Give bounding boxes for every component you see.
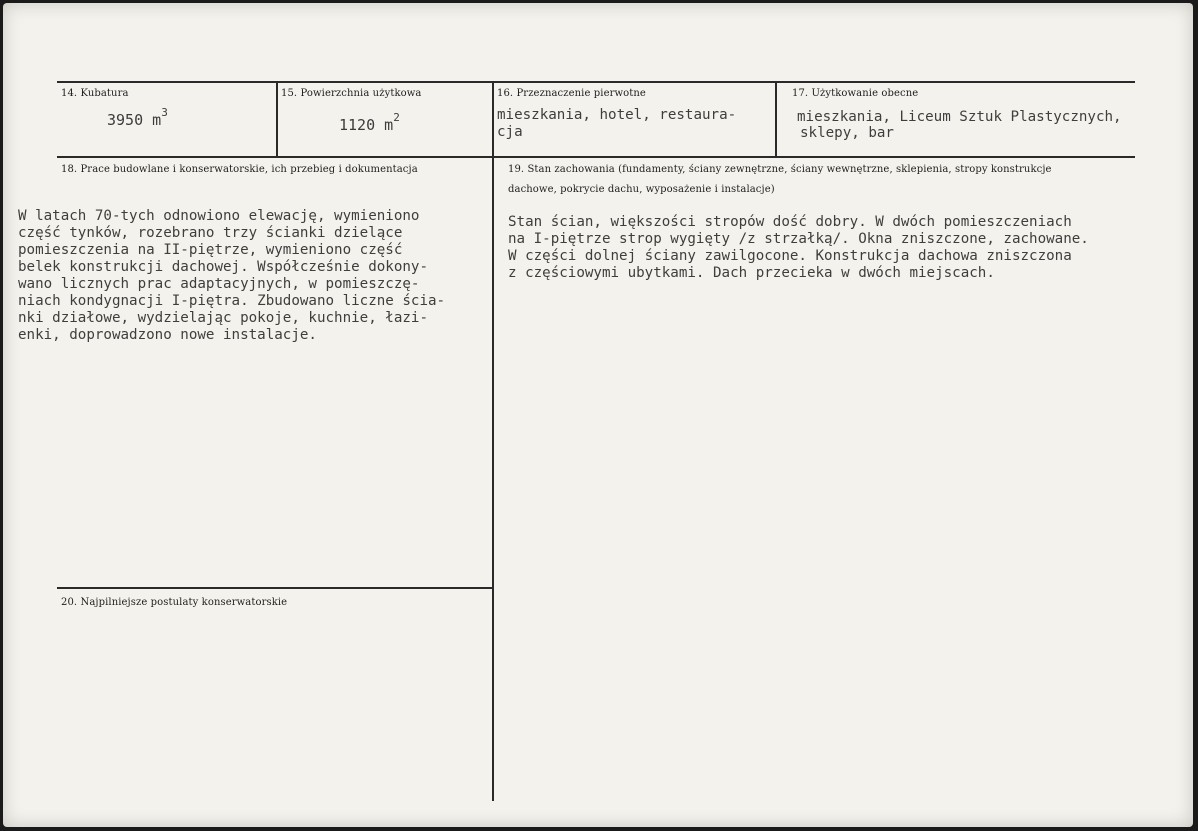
field-18-line-3: pomieszczenia na II-piętrze, wymieniono część (18, 242, 403, 258)
field-16-line-1: mieszkania, hotel, restaura- (497, 107, 737, 123)
field-19-line-4: z częściowymi ubytkami. Dach przecieka w dwóch miejscach. (508, 265, 995, 281)
divider-14-15 (276, 81, 278, 158)
field-18-line-4: belek konstrukcji dachowej. Współcześnie dokony- (18, 259, 428, 275)
field-15-label: 15. Powierzchnia użytkowa (281, 88, 422, 99)
field-16-label: 16. Przeznaczenie pierwotne (497, 88, 646, 99)
divider-16-17 (775, 81, 777, 158)
field-18-line-1: W latach 70-tych odnowiono elewację, wymieniono (18, 208, 420, 224)
field-19-line-2: na I-piętrze strop wygięty /z strzałką/. Okna zniszczone, zachowane. (508, 231, 1089, 247)
field-18-line-5: wano licznych prac adaptacyjnych, w pomieszczę- (18, 276, 420, 292)
field-17-line-2: sklepy, bar (800, 125, 894, 141)
field-18-line-2: część tynków, rozebrano trzy ścianki dzielące (18, 225, 403, 241)
field-14-label: 14. Kubatura (61, 88, 129, 99)
area-unit-exponent: 2 (393, 111, 400, 124)
field-18-line-6: niach kondygnacji I-piętra. Zbudowano liczne ścia- (18, 293, 446, 309)
field-18-line-8: enki, doprowadzono nowe instalacje. (18, 327, 317, 343)
volume-unit-exponent: 3 (161, 106, 168, 119)
field-20-label: 20. Najpilniejsze postulaty konserwatorskie (61, 597, 288, 608)
section-20-rule (57, 587, 492, 589)
field-17-label: 17. Użytkowanie obecne (792, 88, 919, 99)
volume-value: 3950 m (107, 111, 162, 129)
field-18-line-7: nki działowe, wydzielając pokoje, kuchnie, łazi- (18, 310, 428, 326)
field-19-line-3: W części dolnej ściany zawilgocone. Konstrukcja dachowa zniszczona (508, 248, 1072, 264)
field-17-line-1: mieszkania, Liceum Sztuk Plastycznych, (797, 109, 1122, 125)
field-15-value (339, 111, 400, 134)
field-18-label: 18. Prace budowlane i konserwatorskie, ich przebieg i dokumentacja (61, 164, 418, 175)
field-14-value (107, 106, 168, 129)
field-19-label: 19. Stan zachowania (fundamenty, ściany zewnętrzne, ściany wewnętrzne, sklepienia, stropy konstrukcje dachowe, pokrycie dachu, wyposażenie i instalacje) (508, 164, 1052, 195)
header-bottom-rule (57, 156, 1135, 158)
inventory-card (3, 3, 1193, 827)
area-value: 1120 m (339, 116, 394, 134)
field-19-line-1: Stan ścian, większości stropów dość dobry. W dwóch pomieszczeniach (508, 214, 1072, 230)
field-16-line-2: cja (497, 124, 523, 140)
divider-15-16 (492, 81, 494, 801)
top-rule (57, 81, 1135, 83)
